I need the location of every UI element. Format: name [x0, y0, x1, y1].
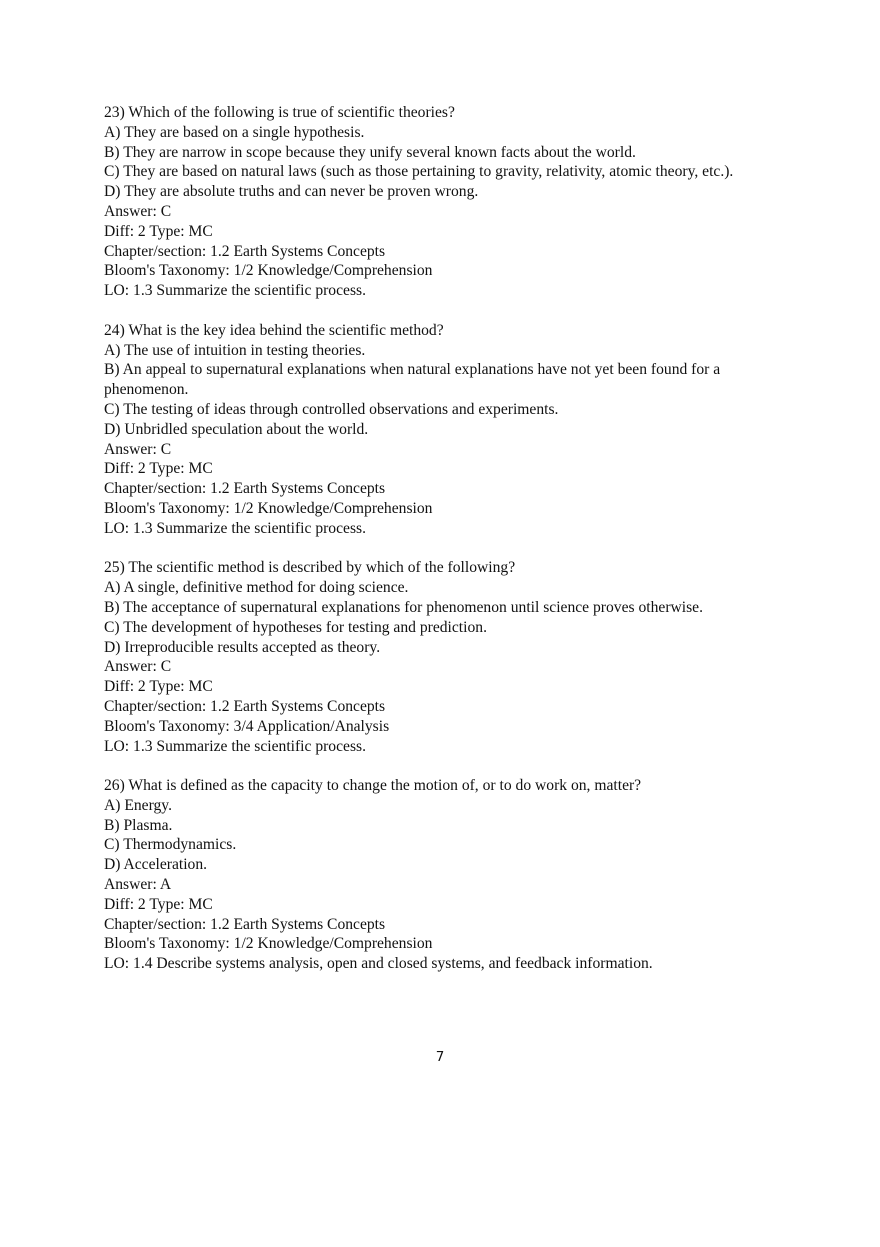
learning-objective: LO: 1.3 Summarize the scientific process. [104, 282, 366, 300]
option-b: B) They are narrow in scope because they unify several known facts about the world. [104, 143, 636, 161]
answer: Answer: C [104, 658, 172, 676]
difficulty-type: Diff: 2 Type: MC [104, 222, 213, 240]
question-stem: 25) The scientific method is described by which of the following? [104, 559, 516, 577]
question-26 [104, 776, 784, 974]
learning-objective: LO: 1.4 Describe systems analysis, open and closed systems, and feedback information. [104, 955, 653, 973]
option-a: A) Energy. [104, 796, 172, 814]
difficulty-type: Diff: 2 Type: MC [104, 678, 213, 696]
difficulty-type: Diff: 2 Type: MC [104, 460, 213, 478]
blooms-taxonomy: Bloom's Taxonomy: 1/2 Knowledge/Comprehension [104, 499, 433, 517]
answer: Answer: A [104, 876, 172, 894]
option-b: B) The acceptance of supernatural explanations for phenomenon until science proves otherwise. [104, 598, 703, 616]
question-23 [104, 103, 784, 301]
option-a: A) A single, definitive method for doing science. [104, 579, 409, 597]
difficulty-type: Diff: 2 Type: MC [104, 895, 213, 913]
option-c: C) Thermodynamics. [104, 836, 237, 854]
chapter-section: Chapter/section: 1.2 Earth Systems Concepts [104, 480, 386, 498]
question-stem: 24) What is the key idea behind the scientific method? [104, 321, 444, 339]
option-c: C) They are based on natural laws (such as those pertaining to gravity, relativity, atomic theory, etc.). [104, 163, 734, 181]
question-stem: 26) What is defined as the capacity to change the motion of, or to do work on, matter? [104, 777, 642, 795]
page-number: 7 [435, 1049, 445, 1065]
blooms-taxonomy: Bloom's Taxonomy: 3/4 Application/Analysis [104, 717, 390, 735]
option-d: D) Irreproducible results accepted as theory. [104, 638, 381, 656]
answer: Answer: C [104, 202, 172, 220]
chapter-section: Chapter/section: 1.2 Earth Systems Concepts [104, 915, 386, 933]
option-c: C) The testing of ideas through controlled observations and experiments. [104, 400, 559, 418]
learning-objective: LO: 1.3 Summarize the scientific process. [104, 737, 366, 755]
option-d: D) Acceleration. [104, 856, 208, 874]
question-25 [104, 558, 784, 756]
option-c: C) The development of hypotheses for testing and prediction. [104, 618, 487, 636]
blooms-taxonomy: Bloom's Taxonomy: 1/2 Knowledge/Comprehension [104, 935, 433, 953]
option-a: A) The use of intuition in testing theories. [104, 341, 366, 359]
option-a: A) They are based on a single hypothesis. [104, 123, 365, 141]
question-stem: 23) Which of the following is true of scientific theories? [104, 104, 455, 121]
option-d: D) They are absolute truths and can never be proven wrong. [104, 183, 479, 201]
chapter-section: Chapter/section: 1.2 Earth Systems Concepts [104, 697, 386, 715]
question-24 [104, 321, 784, 539]
question-list [104, 103, 784, 994]
option-d: D) Unbridled speculation about the world. [104, 420, 369, 438]
blooms-taxonomy: Bloom's Taxonomy: 1/2 Knowledge/Comprehension [104, 262, 433, 280]
answer: Answer: C [104, 440, 172, 458]
option-b: B) Plasma. [104, 816, 173, 834]
option-b: B) An appeal to supernatural explanations when natural explanations have not yet been found for a phenomenon. [104, 361, 721, 399]
learning-objective: LO: 1.3 Summarize the scientific process. [104, 519, 366, 537]
chapter-section: Chapter/section: 1.2 Earth Systems Concepts [104, 242, 386, 260]
